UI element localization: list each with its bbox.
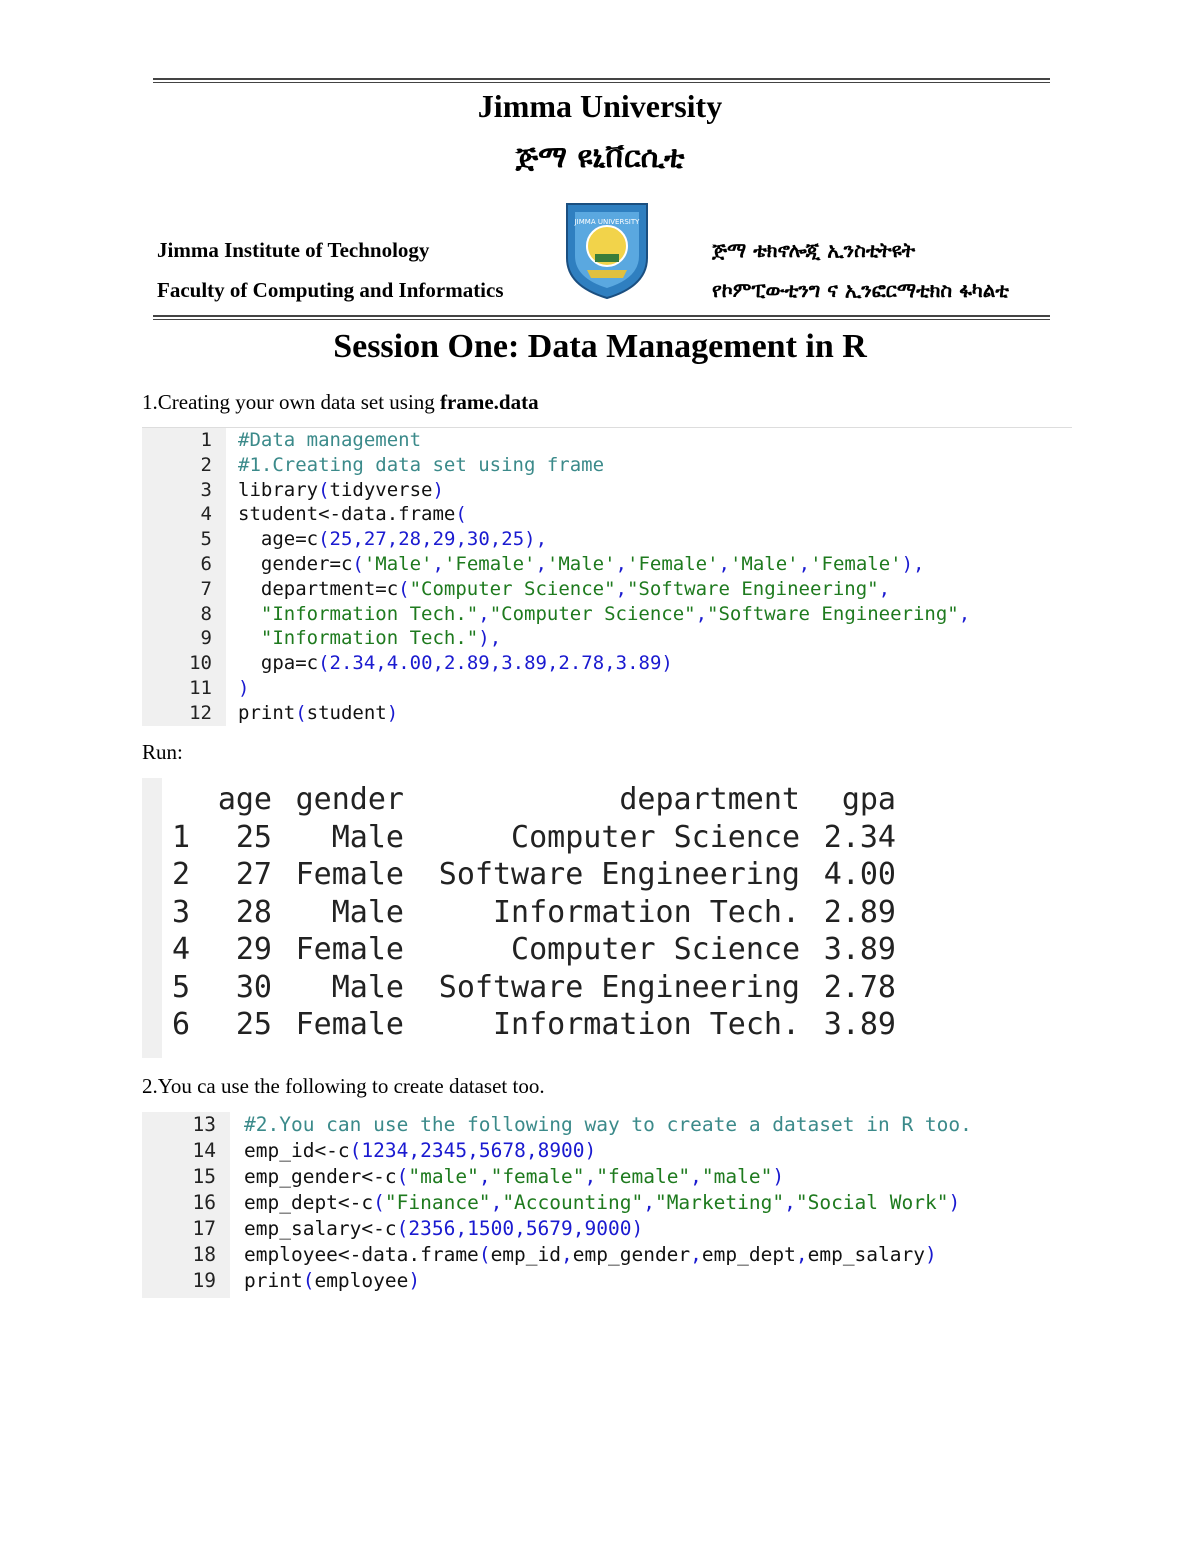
page-title: Session One: Data Management in R — [333, 328, 867, 365]
table-cell: 4.00 — [823, 857, 896, 892]
console-output — [142, 778, 922, 1058]
column-header: department — [619, 782, 800, 817]
section-2-text: 2.You ca use the following to create dataset too. — [142, 1074, 545, 1098]
column-header: gpa — [841, 782, 896, 817]
row-index: 5 — [172, 969, 191, 1005]
university-name-en: Jimma University — [477, 88, 723, 124]
table-cell: 27 — [235, 857, 272, 892]
line-number: 5 — [200, 528, 212, 551]
column-header: age — [217, 782, 272, 817]
table-cell: 25 — [235, 819, 272, 855]
line-number: 13 — [192, 1113, 216, 1136]
logo-text: JIMMA UNIVERSITY — [574, 218, 640, 226]
table-cell: 2.89 — [823, 894, 896, 930]
table-cell: 29 — [235, 932, 272, 967]
table-cell: Female — [295, 857, 404, 892]
code-line: department=c("Computer Science","Software Engineering", — [238, 577, 891, 600]
line-number: 9 — [200, 627, 212, 650]
line-number: 1 — [200, 429, 212, 451]
table-cell: Female — [295, 932, 404, 967]
line-number: 8 — [200, 602, 212, 625]
code-line: age=c(25,27,28,29,30,25), — [238, 528, 548, 551]
table-cell: Male — [331, 969, 404, 1005]
line-number: 4 — [200, 503, 212, 526]
line-number: 14 — [192, 1139, 216, 1162]
table-cell: Female — [295, 1007, 404, 1042]
code-line: ) — [238, 677, 250, 699]
table-cell: 30 — [235, 969, 272, 1005]
line-number: 6 — [200, 553, 212, 575]
table-cell: Software Engineering — [438, 969, 800, 1005]
table-cell: 28 — [235, 894, 272, 930]
code-line: #1.Creating data set using frame — [238, 453, 605, 476]
row-index: 4 — [172, 932, 191, 967]
university-name-am: ጅማ ዩኒቨርሲቲ — [515, 140, 685, 175]
top-rule — [153, 78, 1050, 83]
institute-name-en: Jimma Institute of Technology — [157, 238, 430, 262]
section-1-keyword: frame.data — [440, 390, 539, 414]
section-1-text — [142, 390, 539, 415]
line-number: 11 — [189, 677, 212, 699]
code-line: #2.You can use the following way to create a dataset in R too. — [244, 1113, 972, 1136]
line-number: 10 — [189, 652, 212, 675]
row-index: 2 — [172, 857, 191, 892]
table-cell: Male — [331, 894, 404, 930]
university-logo — [557, 200, 657, 302]
table-cell: Information Tech. — [492, 1007, 800, 1042]
row-index: 3 — [172, 894, 191, 930]
table-cell: Software Engineering — [438, 857, 800, 892]
code-line: print(employee) — [244, 1269, 421, 1292]
run-label: Run: — [142, 740, 183, 764]
code-line: "Information Tech.","Computer Science","Software Engineering", — [260, 602, 971, 625]
line-number: 18 — [192, 1243, 216, 1266]
line-number: 7 — [200, 577, 212, 600]
table-cell: 25 — [235, 1007, 272, 1042]
bottom-rule — [153, 315, 1050, 320]
institute-name-am: ጅማ ቴክኖሎጂ ኢንስቲትዩት — [712, 238, 916, 262]
code-line: gender=c('Male','Female','Male','Female','Male','Female'), — [238, 553, 925, 575]
line-number: 2 — [200, 453, 212, 476]
line-number: 16 — [192, 1191, 216, 1214]
faculty-name-am: የኮምፒውቲንግ ና ኢንፎርማቲክስ ፋካልቲ — [712, 278, 1009, 302]
table-cell: 3.89 — [823, 932, 896, 967]
table-cell: 2.78 — [823, 969, 896, 1005]
code-block-2 — [142, 1112, 1072, 1298]
code-line: emp_dept<-c("Finance","Accounting","Marketing","Social Work") — [244, 1191, 961, 1214]
table-cell: Information Tech. — [492, 894, 800, 930]
code-line: gpa=c(2.34,4.00,2.89,3.89,2.78,3.89) — [238, 652, 673, 675]
console-gutter — [142, 778, 162, 1058]
table-cell: Computer Science — [511, 932, 800, 967]
line-number: 3 — [200, 478, 212, 501]
table-cell: Male — [331, 819, 404, 855]
table-cell: Computer Science — [511, 819, 800, 855]
code-line: emp_id<-c(1234,2345,5678,8900) — [244, 1139, 597, 1162]
column-header: gender — [295, 782, 404, 817]
line-number: 19 — [192, 1269, 216, 1292]
table-cell: 3.89 — [823, 1007, 896, 1042]
code-line: library(tidyverse) — [238, 478, 444, 501]
code-line: "Information Tech."), — [260, 627, 502, 650]
code-line: emp_gender<-c("male","female","female","male") — [244, 1165, 785, 1188]
section-1-label: 1.Creating your own data set using — [142, 390, 441, 414]
code-line: employee<-data.frame(emp_id,emp_gender,emp_dept,emp_salary) — [244, 1243, 937, 1266]
line-number: 15 — [192, 1165, 216, 1188]
code-line: #Data management — [238, 429, 422, 451]
code-line: emp_salary<-c(2356,1500,5679,9000) — [244, 1217, 644, 1240]
code-block-1 — [142, 427, 1072, 726]
line-number: 12 — [189, 701, 212, 724]
row-index: 1 — [172, 819, 191, 855]
line-number: 17 — [192, 1217, 216, 1240]
code-line: student<-data.frame( — [238, 503, 467, 526]
faculty-name-en: Faculty of Computing and Informatics — [157, 278, 504, 302]
row-index: 6 — [172, 1007, 191, 1042]
code-line: print(student) — [238, 701, 399, 724]
table-cell: 2.34 — [823, 819, 896, 855]
